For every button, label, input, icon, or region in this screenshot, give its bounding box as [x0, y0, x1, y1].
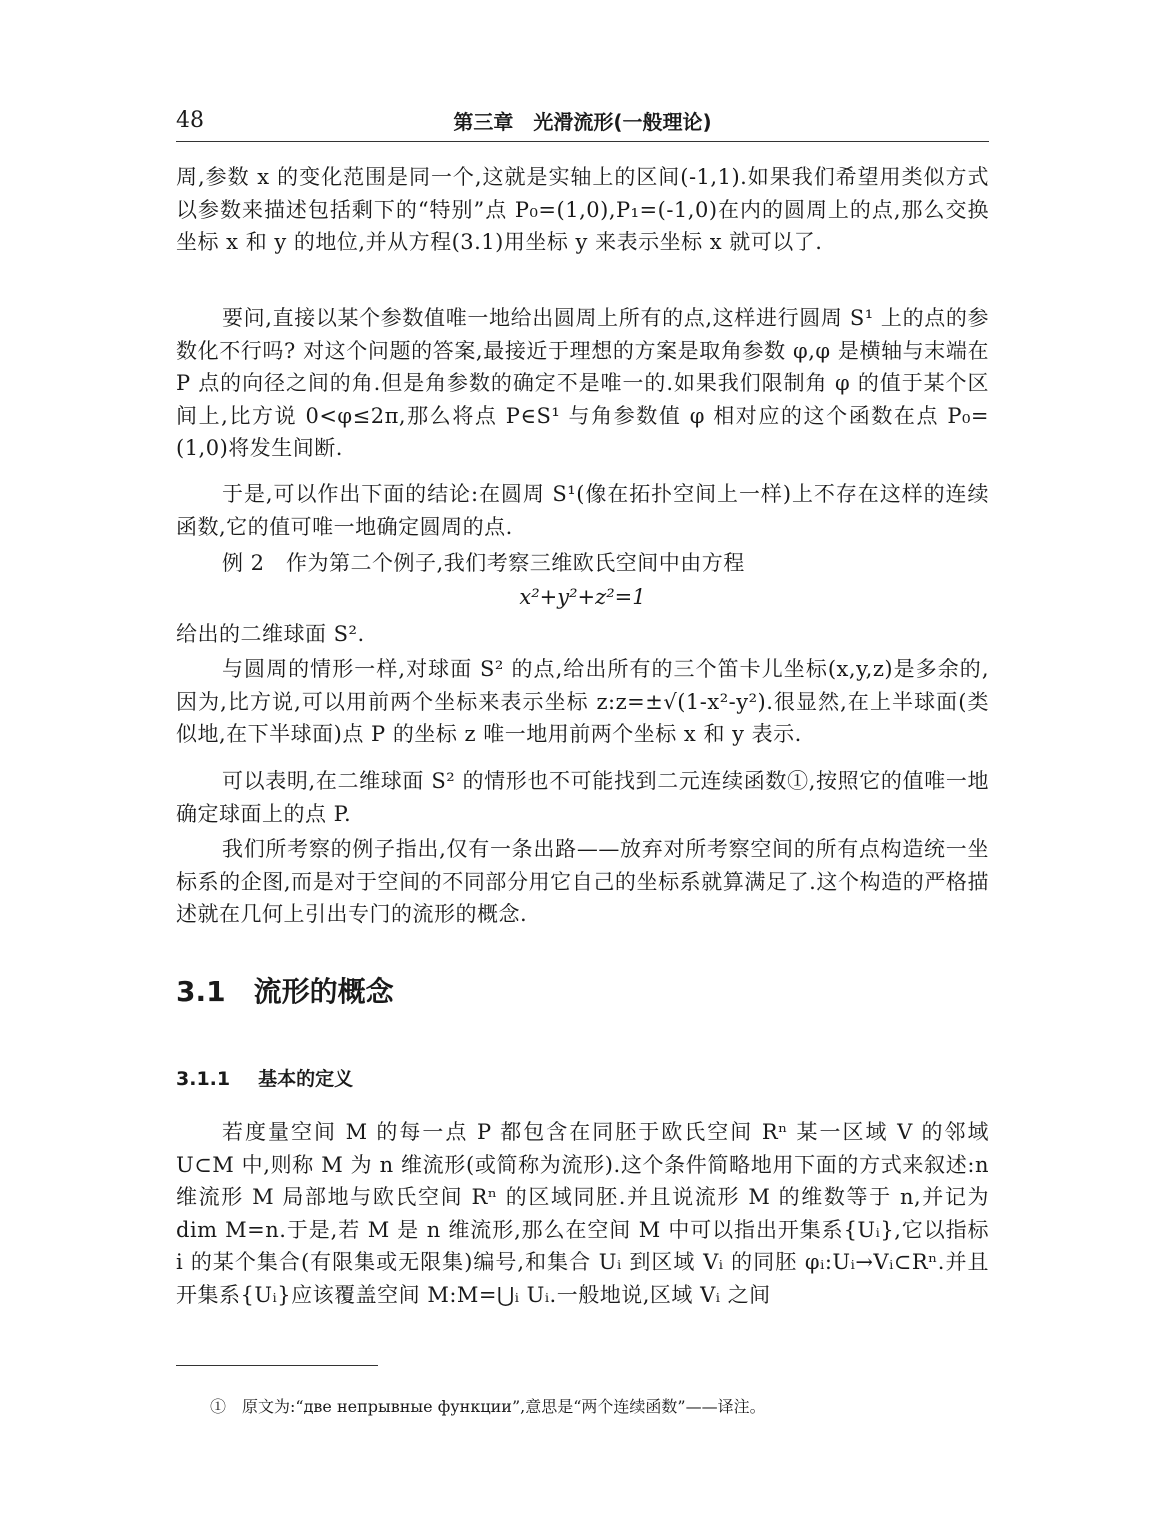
header-rule	[176, 141, 989, 142]
section-heading	[176, 970, 394, 1010]
paragraph-4: 与圆周的情形一样,对球面 S² 的点,给出所有的三个笛卡儿坐标(x,y,z)是多余的,因为,比方说,可以用前两个坐标来表示坐标 z:z=±√(1-x²-y²).很显然,在上半球面(类似地,在下半球面)点 P 的坐标 z 唯一地用前两个坐标 x 和 y 表示.	[176, 657, 989, 746]
paragraph-sphere-def: 给出的二维球面 S².	[176, 622, 365, 646]
example-2-intro: 例 2 作为第二个例子,我们考察三维欧氏空间中由方程	[222, 551, 745, 575]
subsection-heading	[176, 1064, 353, 1091]
subsection-title: 基本的定义	[258, 1068, 354, 1090]
section-number: 3.1	[176, 975, 226, 1008]
page-number: 48	[176, 108, 204, 133]
running-header: 第三章 光滑流形(一般理论)	[453, 110, 712, 134]
paragraph-3: 于是,可以作出下面的结论:在圆周 S¹(像在拓扑空间上一样)上不存在这样的连续函数,它的值可唯一地确定圆周的点.	[176, 482, 989, 539]
paragraph-5: 可以表明,在二维球面 S² 的情形也不可能找到二元连续函数①,按照它的值唯一地确定球面上的点 P.	[176, 769, 989, 826]
footnote: ① 原文为:“две непрывные функции”,意思是“两个连续函数”——译注。	[210, 1397, 766, 1416]
paragraph-2: 要问,直接以某个参数值唯一地给出圆周上所有的点,这样进行圆周 S¹ 上的点的参数化不行吗? 对这个问题的答案,最接近于理想的方案是取角参数 φ,φ 是横轴与末端在 P 点的向径之间的角.但是角参数的确定不是唯一的.如果我们限制角 φ 的值于某个区间上,比方说 0<φ≤2π,那么将点 P∈S¹ 与角参数值 φ 相对应的这个函数在点 P₀=(1,0)将发生间断.	[176, 306, 989, 460]
definition-paragraph: 若度量空间 M 的每一点 P 都包含在同胚于欧氏空间 Rⁿ 某一区域 V 的邻域 U⊂M 中,则称 M 为 n 维流形(或简称为流形).这个条件简略地用下面的方式来叙述:n 维流形 M 局部地与欧氏空间 Rⁿ 的区域同胚.并且说流形 M 的维数等于 n,并记为 dim M=n.于是,若 M 是 n 维流形,那么在空间 M 中可以指出开集系{Uᵢ},它以指标 i 的某个集合(有限集或无限集)编号,和集合 Uᵢ 到区域 Vᵢ 的同胚 φᵢ:Uᵢ→Vᵢ⊂Rⁿ.并且开集系{Uᵢ}应该覆盖空间 M:M=⋃ᵢ Uᵢ.一般地说,区域 Vᵢ 之间	[176, 1120, 989, 1307]
section-title: 流形的概念	[253, 975, 394, 1008]
footnote-rule	[176, 1365, 378, 1366]
paragraph-1: 周,参数 x 的变化范围是同一个,这就是实轴上的区间(-1,1).如果我们希望用类似方式以参数来描述包括剩下的“特别”点 P₀=(1,0),P₁=(-1,0)在内的圆周上的点,那么交换坐标 x 和 y 的地位,并从方程(3.1)用坐标 y 来表示坐标 x 就可以了.	[176, 165, 989, 254]
subsection-number: 3.1.1	[176, 1068, 231, 1090]
paragraph-6: 我们所考察的例子指出,仅有一条出路——放弃对所考察空间的所有点构造统一坐标系的企图,而是对于空间的不同部分用它自己的坐标系就算满足了.这个构造的严格描述就在几何上引出专门的流形的概念.	[176, 837, 989, 926]
sphere-equation: x²+y²+z²=1	[519, 585, 646, 609]
